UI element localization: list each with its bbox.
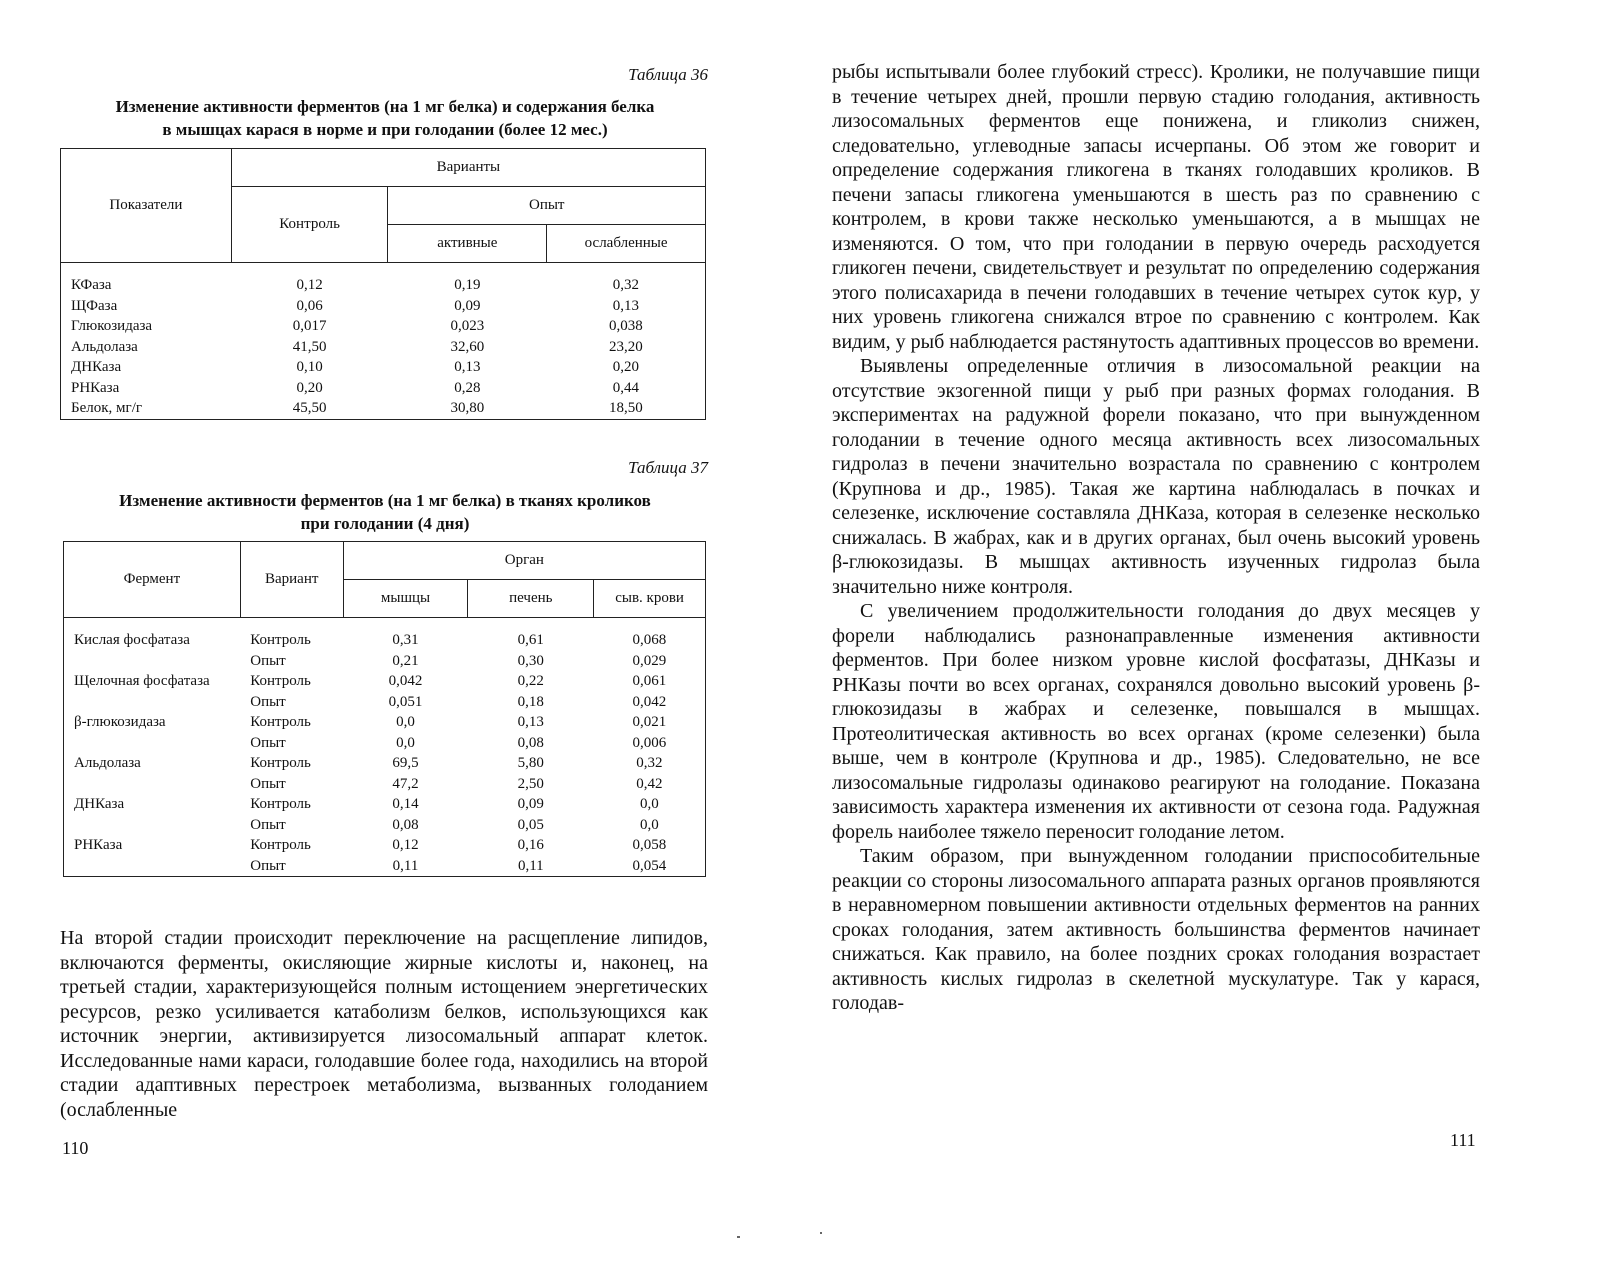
t37-serum-value: 0,0 [594,794,706,815]
table-row [64,671,706,692]
t37-enzyme-name: Кислая фосфатаза [64,618,241,651]
t36-weakened-value: 0,44 [547,378,706,399]
table-row [61,357,706,378]
t37-header-liver: печень [468,580,594,618]
t36-row-name: КФаза [61,263,232,296]
t37-muscles-value: 0,14 [392,796,419,812]
right-paragraph-3: С увеличением продолжительности голодания до двух месяцев у форели наблюдались разнонаправленные изменения активности ферментов. При более низком уровне кислой фосфатазы, ДНКазы и РНКазы почти во всех органах, сохранялся довольно высокий уровень β-глюкозидазы в жабрах и селезенке, повышался в мышцах. Протеолитическая активность во всех органах (кроме селезенки) была выше, чем в контроле (Крупнова и др., 1985). Следовательно, не все лизосомальные гидролазы одинаково реагируют на голодание. Показана зависимость характера изменения их активности от сезона года. Радужная форель наиболее тяжело переносит голодание летом. [832,600,1480,843]
t36-active-value: 0,13 [454,359,481,375]
t37-variant: Контроль [250,796,311,812]
t37-enzyme-name: Щелочная фосфатаза [64,671,241,692]
table-row [61,296,706,317]
t37-variant: Опыт [240,856,343,877]
t36-active-value: 0,28 [454,379,481,396]
t37-serum-value: 0,068 [594,618,706,651]
t37-liver-value: 0,08 [517,734,544,751]
table-row [64,794,706,815]
t37-enzyme-name [64,651,241,672]
t36-active-value: 32,60 [450,338,485,355]
t37-header-variant: Вариант [240,542,343,618]
table-row [61,316,706,337]
t36-weakened-value: 0,20 [547,357,706,378]
t37-serum-value: 0,058 [594,835,706,856]
t36-header-indicator: Показатели [61,149,232,263]
t37-enzyme-name [64,856,241,877]
t37-muscles-value: 0,042 [388,673,423,689]
t36-row-name: РНКаза [61,378,232,399]
t37-enzyme-name: β-глюкозидаза [64,712,241,733]
t37-serum-value: 0,042 [594,692,706,713]
t37-variant: Опыт [250,816,286,833]
t37-muscles-value: 47,2 [392,775,419,792]
table36 [60,148,706,420]
t37-muscles-value: 0,051 [388,693,423,710]
t37-serum-value: 0,054 [594,856,706,877]
t37-enzyme-name: РНКаза [64,835,241,856]
table-row [64,774,706,795]
table-row [61,378,706,399]
table-row [64,712,706,733]
t36-weakened-value: 0,038 [547,316,706,337]
t37-muscles-value: 0,21 [392,652,419,669]
t37-variant: Контроль [250,673,311,689]
t37-liver-value: 0,11 [468,856,594,877]
t36-header-control: Контроль [231,187,388,263]
t37-liver-value: 0,09 [517,796,544,812]
t37-liver-value: 5,80 [517,755,544,771]
t37-header-serum: сыв. крови [594,580,706,618]
table-row [64,618,706,651]
t37-serum-value: 0,021 [594,712,706,733]
t36-row-name: Белок, мг/г [61,398,232,419]
table-row [64,651,706,672]
t37-serum-value: 0,42 [594,774,706,795]
t37-enzyme-name: ДНКаза [64,794,241,815]
t36-active-value: 0,19 [454,277,481,293]
t36-row-name: ЩФаза [61,296,232,317]
t37-enzyme-name [64,733,241,754]
table37 [63,541,706,877]
t36-control-value: 0,06 [296,297,323,314]
t36-weakened-value: 0,13 [547,296,706,317]
right-paragraph-4: Таким образом, при вынужденном голодании приспособительные реакции со стороны лизосомального аппарата разных органов проявляются в неравномерном повышении активности отдельных ферментов на ранних сроках голодания, затем активность большинства ферментов начинает снижаться. Как правило, на более поздних сроках голодания возрастает активность кислых гидролаз в скелетной мускулатуре. Так у карася, голодав- [832,845,1480,1014]
table-row [64,753,706,774]
t36-row-name: Глюкозидаза [61,316,232,337]
page-number-left: 110 [62,1138,89,1158]
t37-liver-value: 0,18 [517,693,544,710]
table-row [61,263,706,296]
scan-speck [820,1232,822,1234]
t37-variant: Контроль [250,755,311,771]
table37-title-line1: Изменение активности ферментов (на 1 мг белка) в тканях кроликов [119,491,651,510]
table36-title [60,95,710,141]
t37-serum-value: 0,0 [594,815,706,836]
table36-title-line1: Изменение активности ферментов (на 1 мг белка) и содержания белка [115,97,655,116]
t36-row-name: Альдолаза [61,337,232,358]
t37-variant: Опыт [250,693,286,710]
table36-caption: Таблица 36 [628,65,708,84]
table-row [64,815,706,836]
right-paragraph-2: Выявлены определенные отличия в лизосомальной реакции на отсутствие экзогенной пищи у рыб при разных формах голодания. В экспериментах на радужной форели показано, что при вынужденном голодании в течение одного месяца активность всех лизосомальных гидролаз в печени значительно возрастала по сравнению с контролем (Крупнова и др., 1985). Такая же картина наблюдалась в почках и селезенке, исключение составляла ДНКаза, которая в селезенке несколько снижалась. В жабрах, как и в других органах, был очень высокий уровень β-глюкозидазы. В мышцах активность изученных гидролаз была значительно ниже контроля. [832,355,1480,598]
t37-variant: Контроль [250,632,311,648]
t37-liver-value: 0,61 [517,632,544,648]
t37-header-organ: Орган [343,542,705,580]
t37-enzyme-name: Альдолаза [64,753,241,774]
t36-weakened-value: 18,50 [547,398,706,419]
t37-liver-value: 0,16 [517,837,544,853]
t37-enzyme-name [64,692,241,713]
table37-title-line2: при голодании (4 дня) [300,514,470,533]
left-body-text [60,926,708,1122]
t37-liver-value: 0,05 [517,816,544,833]
t36-header-weakened: ослабленные [547,225,706,263]
t37-liver-value: 2,50 [517,775,544,792]
t36-control-value: 41,50 [292,338,327,355]
t36-active-value: 0,09 [454,297,481,314]
t37-enzyme-name [64,815,241,836]
table-row [64,692,706,713]
page-number-right: 111 [1450,1130,1476,1150]
t36-header-experiment: Опыт [388,187,706,225]
t37-muscles-value: 0,0 [396,734,415,751]
t36-header-active: активные [388,225,547,263]
t37-serum-value: 0,006 [594,733,706,754]
t37-muscles-value: 0,11 [343,856,468,877]
t37-variant: Контроль [250,837,311,853]
t36-control-value: 45,50 [231,398,388,419]
table37-title [60,489,710,535]
scan-speck [737,1236,740,1238]
right-paragraph-1: рыбы испытывали более глубокий стресс). Кролики, не получавшие пищи в течение четырех дней, прошли первую стадию голодания, активность лизосомальных ферментов еще понижена, и гликолиз снижен, следовательно, углеводные запасы исчерпаны. Об этом же говорит и определение содержания гликогена в тканях голодавших кроликов. В печени запасы гликогена уменьшаются в шесть раз по сравнению с контролем, в крови также несколько уменьшаются, а в мышцах не изменяются. О том, что при голодании в первую очередь расходуется гликоген печени, свидетельствует и результат по определению содержания этого полисахарида в печени голодавших в течение четырех суток кур, у них уровень гликогена снижался втрое по сравнению с контролем. Как видим, у рыб наблюдается растянутость адаптивных процессов во времени. [832,61,1480,353]
table36-title-line2: в мышцах карася в норме и при голодании (более 12 мес.) [162,120,608,139]
t36-row-name: ДНКаза [61,357,232,378]
t37-muscles-value: 0,0 [396,714,415,730]
t36-control-value: 0,12 [296,277,323,293]
t37-serum-value: 0,061 [594,671,706,692]
t37-liver-value: 0,13 [517,714,544,730]
t37-variant: Контроль [250,714,311,730]
t37-muscles-value: 0,12 [392,837,419,853]
t36-control-value: 0,20 [296,379,323,396]
t37-serum-value: 0,32 [594,753,706,774]
table-row [64,733,706,754]
t37-liver-value: 0,22 [517,673,544,689]
t37-variant: Опыт [250,734,286,751]
t36-control-value: 0,10 [296,359,323,375]
t36-active-value: 30,80 [388,398,547,419]
t37-liver-value: 0,30 [517,652,544,669]
table-row [61,398,706,419]
table-row [64,856,706,877]
t36-weakened-value: 0,32 [547,263,706,296]
t36-header-variants: Варианты [231,149,705,187]
table-row [61,337,706,358]
right-body-text [832,60,1480,1016]
table-row [64,835,706,856]
table37-caption: Таблица 37 [628,458,708,477]
t36-weakened-value: 23,20 [547,337,706,358]
t37-variant: Опыт [250,652,286,669]
t37-muscles-value: 0,08 [392,816,419,833]
t37-serum-value: 0,029 [594,651,706,672]
t37-variant: Опыт [250,775,286,792]
t37-muscles-value: 69,5 [392,755,419,771]
t37-header-enzyme: Фермент [64,542,241,618]
t37-muscles-value: 0,31 [392,632,419,648]
t37-header-muscles: мышцы [343,580,468,618]
t36-control-value: 0,017 [292,318,327,334]
t36-active-value: 0,023 [450,318,485,334]
right-page [800,0,1600,1264]
t37-enzyme-name [64,774,241,795]
left-paragraph: На второй стадии происходит переключение на расщепление липидов, включаются ферменты, окисляющие жирные кислоты и, наконец, на третьей стадии, характеризующейся полным истощением энергетических ресурсов, резко усиливается катаболизм белков, использующихся как источник энергии, активизируется лизосомальный аппарат клеток. Исследованные нами караси, голодавшие более года, находились на второй стадии адаптивных перестроек метаболизма, вызванных голоданием (ослабленные [60,927,708,1121]
